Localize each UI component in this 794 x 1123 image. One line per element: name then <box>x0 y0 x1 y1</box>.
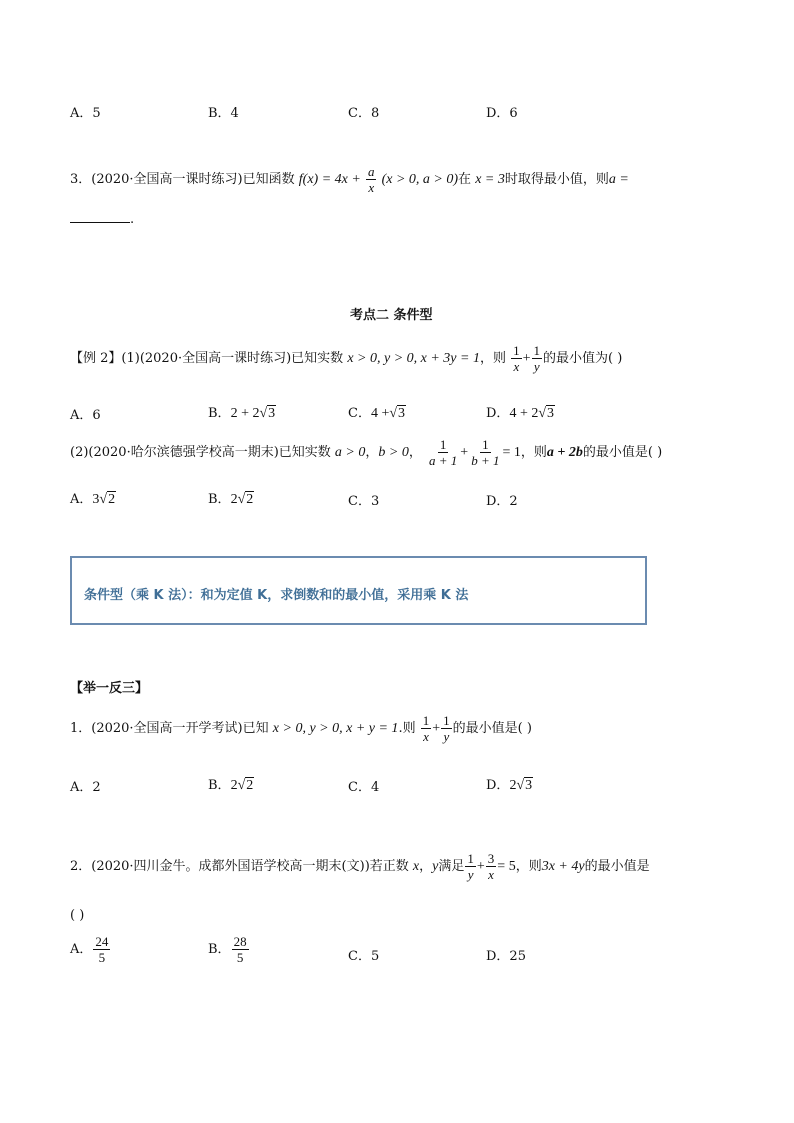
ex2-2-frac-1 <box>427 437 459 468</box>
p2-expr: 3x + 4y <box>541 859 585 874</box>
option-expr: 3 <box>92 492 100 507</box>
question-3 <box>70 164 629 195</box>
p2-option-b <box>208 934 250 965</box>
p1-prefix: 1．(2020·全国高一开学考试)已知 <box>70 721 269 736</box>
option-expr: 2 <box>509 778 517 793</box>
option-label: B． <box>208 406 231 421</box>
option-label: C． <box>348 406 371 421</box>
p2-option-d: D．25 <box>486 949 526 964</box>
frac-num: 24 <box>95 934 109 949</box>
ex2-1-frac-1 <box>511 343 522 374</box>
ex2-2-c1: a > 0 <box>334 445 366 460</box>
p1-option-b <box>208 774 254 794</box>
ex2-1-prefix: 【例 2】(1)(2020·全国高一课时练习)已知实数 <box>70 351 344 366</box>
p1-mid: .则 <box>398 721 416 736</box>
ex2-2-option-b <box>208 488 254 508</box>
radicand: 2 <box>246 492 254 507</box>
ex2-1-option-b <box>208 402 276 422</box>
separator: ， <box>419 859 433 874</box>
q3-frac-num: a <box>367 164 375 179</box>
radicand: 3 <box>268 406 276 421</box>
q3-mid: 在 <box>458 172 472 187</box>
frac-num: 1 <box>467 851 474 866</box>
sqrt-symbol: √3 <box>516 778 533 793</box>
option-label: B． <box>208 492 231 507</box>
ex2-1-option-a: A．6 <box>70 408 101 423</box>
ex2-2-c2: b > 0 <box>378 445 409 460</box>
frac-den: x <box>513 359 520 374</box>
ex2-2-mid: ，则 <box>520 445 547 460</box>
frac-den: x <box>488 867 494 882</box>
q3-at: x = 3 <box>475 172 505 187</box>
option-label: B． <box>208 942 231 957</box>
ex2-2-option-d: D．2 <box>486 494 518 509</box>
p2-option-c: C．5 <box>348 949 380 964</box>
p2-mid2: ，则 <box>515 859 542 874</box>
option-a: A．5 <box>70 106 101 121</box>
ex2-1-option-d <box>486 402 555 422</box>
ex2-2-option-a <box>70 488 116 508</box>
p1-frac-2 <box>441 713 452 744</box>
option-c: C．8 <box>348 106 380 121</box>
option-expr: 4 + <box>370 406 390 421</box>
p1-suffix: 的最小值是( ) <box>452 721 532 736</box>
p2-y: y <box>432 859 439 874</box>
separator: ， <box>408 445 422 460</box>
option-expr: 4 + 2 <box>509 406 539 421</box>
ex2-2-prefix: (2)(2020·哈尔滨德强学校高一期末)已知实数 <box>70 445 331 460</box>
radicand: 3 <box>525 778 533 793</box>
option-expr: 2 <box>230 778 238 793</box>
answer-blank <box>70 210 130 223</box>
ex2-2-option-c: C．3 <box>348 494 380 509</box>
p1-option-c: C．4 <box>348 780 380 795</box>
practice-question-2 <box>70 851 650 882</box>
plus-sign: + <box>460 445 469 460</box>
radicand: 2 <box>108 492 116 507</box>
frac-den: y <box>443 729 450 744</box>
plus-sign: + <box>432 721 441 736</box>
frac-num: 1 <box>439 437 447 452</box>
separator: ， <box>365 445 379 460</box>
method-tip-text: 条件型（乘 K 法）：和为定值 K，求倒数和的最小值，采用乘 K 法 <box>84 588 469 603</box>
option-expr: 2 + 2 <box>230 406 260 421</box>
equals-one: = 1 <box>502 445 521 460</box>
method-tip-box <box>70 556 647 625</box>
frac-den: a + 1 <box>429 453 458 468</box>
p1-option-d <box>486 774 533 794</box>
frac-num: 1 <box>443 713 450 728</box>
ex2-1-option-c <box>348 402 406 422</box>
sqrt-symbol: √3 <box>538 406 555 421</box>
sqrt-symbol: √2 <box>237 492 254 507</box>
frac-num: 1 <box>533 343 541 358</box>
q3-prefix: 3．(2020·全国高一课时练习)已知函数 <box>70 172 295 187</box>
sqrt-symbol: √2 <box>99 492 116 507</box>
frac-den: y <box>533 359 540 374</box>
ex2-2-frac-2 <box>469 437 501 468</box>
sqrt-symbol: √2 <box>237 778 254 793</box>
sqrt-symbol: √3 <box>259 406 276 421</box>
option-d: D．6 <box>486 106 518 121</box>
q3-end: . <box>130 212 135 227</box>
practice-heading: 【举一反三】 <box>70 681 149 696</box>
frac-num: 1 <box>482 437 489 452</box>
q3-answer-line <box>70 210 134 227</box>
option-label: D． <box>486 778 510 793</box>
frac-den: 5 <box>98 950 106 965</box>
p2-x: x <box>412 859 420 874</box>
p2-frac-1 <box>465 851 476 882</box>
p1-frac-1 <box>421 713 432 744</box>
option-label: A． <box>70 942 93 957</box>
q3-frac-den: x <box>368 180 375 195</box>
frac-den: x <box>423 729 429 744</box>
option-fraction <box>93 934 110 965</box>
option-label: A． <box>70 492 93 507</box>
equals-five: = 5 <box>497 859 516 874</box>
frac-den: b + 1 <box>471 453 500 468</box>
frac-num: 1 <box>422 713 430 728</box>
option-b: B．4 <box>208 106 239 121</box>
ex2-1-mid: ，则 <box>479 351 506 366</box>
practice-question-1 <box>70 713 532 744</box>
q3-fraction <box>366 164 377 195</box>
option-expr: 2 <box>230 492 238 507</box>
ex2-1-frac-2 <box>532 343 543 374</box>
q3-func: f(x) = 4x + <box>298 172 361 187</box>
p2-option-a <box>70 934 111 965</box>
sqrt-symbol: √3 <box>389 406 406 421</box>
radicand: 2 <box>246 778 254 793</box>
frac-num: 3 <box>487 851 495 866</box>
frac-den: y <box>467 867 474 882</box>
p1-option-a: A．2 <box>70 780 101 795</box>
plus-sign: + <box>522 351 531 366</box>
option-label: D． <box>486 406 510 421</box>
q3-suffix: 时取得最小值，则 <box>504 172 609 187</box>
frac-den: 5 <box>236 950 244 965</box>
radicand: 3 <box>547 406 555 421</box>
q3-cond: (x > 0, a > 0) <box>381 172 459 187</box>
p2-prefix: 2．(2020·四川金牛。成都外国语学校高一期末(文))若正数 <box>70 859 409 874</box>
p2-frac-2 <box>486 851 497 882</box>
example-2-part-1 <box>70 343 622 374</box>
frac-num: 28 <box>233 934 247 949</box>
ex2-1-suffix: 的最小值为( ) <box>543 351 623 366</box>
ex2-2-suffix: 的最小值是( ) <box>582 445 663 460</box>
plus-sign: + <box>476 859 485 874</box>
ex2-2-expr: a + 2b <box>546 445 583 460</box>
ex2-1-cond: x > 0, y > 0, x + 3y = 1 <box>347 351 480 366</box>
p2-suffix: 的最小值是 <box>584 859 650 874</box>
p2-mid: 满足 <box>438 859 465 874</box>
option-fraction <box>232 934 249 965</box>
q3-a-eq: a = <box>608 172 629 187</box>
p2-paren: ( ) <box>70 908 85 923</box>
example-2-part-2 <box>70 437 662 468</box>
frac-num: 1 <box>513 343 520 358</box>
p1-cond: x > 0, y > 0, x + y = 1 <box>272 721 399 736</box>
section-heading: 考点二 条件型 <box>350 308 433 323</box>
option-label: B． <box>208 778 231 793</box>
radicand: 3 <box>398 406 406 421</box>
